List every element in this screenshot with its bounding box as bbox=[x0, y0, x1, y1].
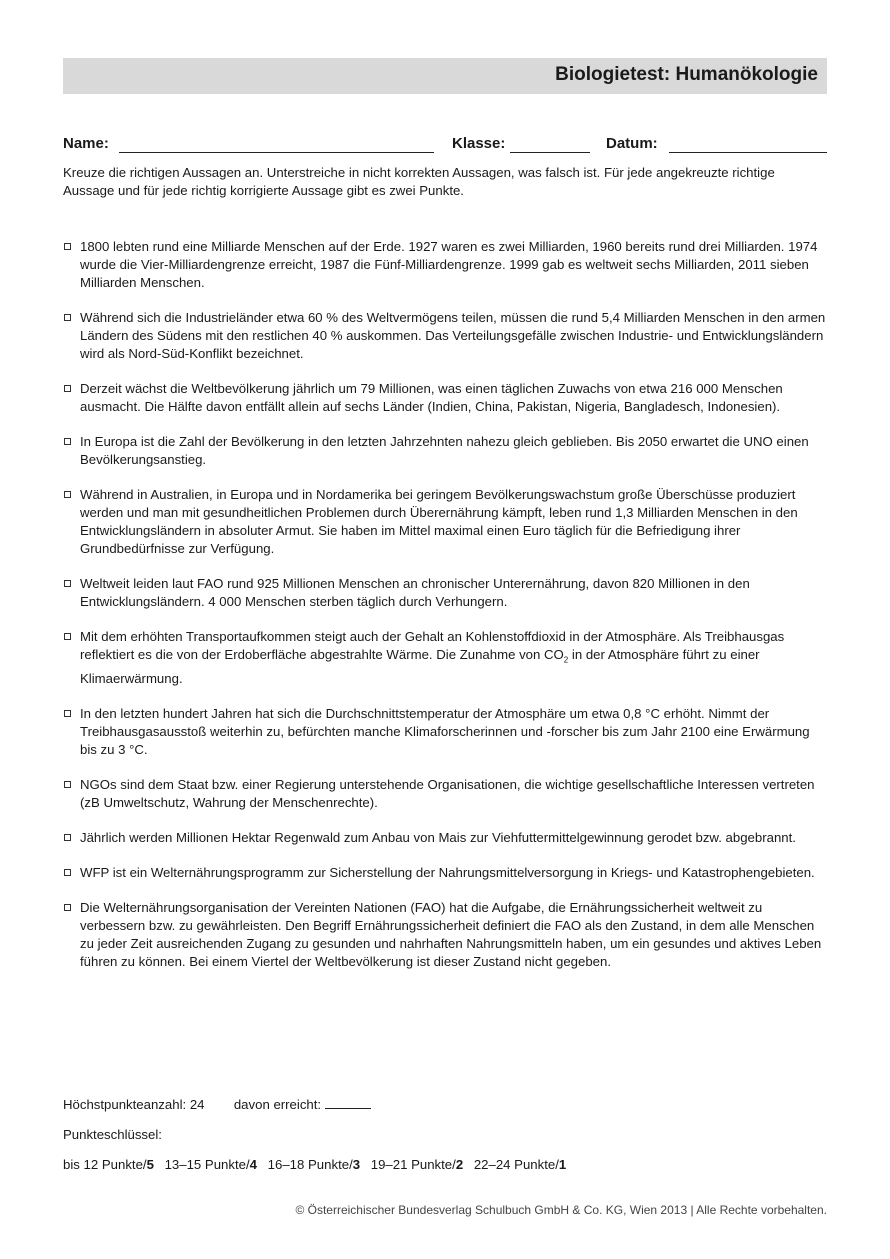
grade-range: 13–15 Punkte/ bbox=[164, 1157, 250, 1172]
grading-key bbox=[63, 1156, 573, 1174]
statement-item bbox=[63, 380, 827, 416]
max-points-label: Höchstpunkteanzahl: 24 bbox=[63, 1097, 205, 1112]
achieved-points-field[interactable] bbox=[325, 1096, 371, 1109]
statement-checkbox[interactable] bbox=[64, 385, 71, 392]
statement-checkbox[interactable] bbox=[64, 580, 71, 587]
statement-text: NGOs sind dem Staat bzw. einer Regierung unterstehende Organisationen, die wichtige gesellschaftliche Interessen vertreten (zB Umweltschutz, Wahrung der Menschenrechte). bbox=[80, 776, 815, 810]
statement-text: Weltweit leiden laut FAO rund 925 Millionen Menschen an chronischer Unterernährung, davon 820 Millionen in den Entwicklungsländern. 4 000 Menschen sterben täglich durch Verhungern. bbox=[80, 576, 750, 609]
statement-text: Jährlich werden Millionen Hektar Regenwald zum Anbau von Mais zur Viehfuttermittelgewinnung gerodet bzw. abgebrannt. bbox=[80, 829, 796, 845]
statement-item bbox=[63, 829, 827, 847]
grade-key bbox=[268, 1157, 360, 1172]
statement-checkbox[interactable] bbox=[64, 781, 71, 788]
statement-checkbox[interactable] bbox=[64, 710, 71, 717]
statement-checkbox[interactable] bbox=[64, 834, 71, 841]
grade-value: 3 bbox=[352, 1157, 361, 1172]
statement-text: WFP ist ein Welternährungsprogramm zur Sicherstellung der Nahrungsmittelversorgung in Kriegs- und Katastrophengebieten. bbox=[80, 864, 815, 880]
statement-text: 1800 lebten rund eine Milliarde Menschen auf der Erde. 1927 waren es zwei Milliarden, 1960 bereits rund drei Milliarden. 1974 wurde die Vier-Milliardengrenze erreicht, 1987 die Fünf-Milliardengrenze. 1999 gab es weltweit sechs Milliarden, 2011 sieben Milliarden Menschen. bbox=[80, 239, 818, 290]
achieved-label: davon erreicht: bbox=[233, 1097, 322, 1112]
statement-text-part: Mit dem erhöhten Transportaufkommen steigt auch der Gehalt an Kohlenstoffdioxid in der Atmosphäre. Als Treibhausgas reflektiert es die von der Erdoberfläche abgestrahlte Wärme. Die Zunahme von CO bbox=[80, 629, 785, 662]
copyright-footer: © Österreichischer Bundesverlag Schulbuch GmbH & Co. KG, Wien 2013 | Alle Rechte vorbehalten. bbox=[295, 1203, 827, 1217]
statement-item bbox=[63, 238, 827, 292]
class-label: Klasse: bbox=[452, 135, 506, 152]
grade-range: bis 12 Punkte/ bbox=[63, 1157, 147, 1172]
statement-item bbox=[63, 864, 827, 882]
grade-value: 4 bbox=[249, 1157, 257, 1172]
statement-checkbox[interactable] bbox=[64, 633, 71, 640]
statement-checkbox[interactable] bbox=[64, 438, 71, 445]
grade-key bbox=[371, 1157, 463, 1172]
name-field[interactable] bbox=[119, 152, 434, 153]
statement-checkbox[interactable] bbox=[64, 314, 71, 321]
key-label: Punkteschlüssel: bbox=[63, 1127, 162, 1142]
instructions: Kreuze die richtigen Aussagen an. Unterstreiche in nicht korrekten Aussagen, was falsch ist. Für jede angekreuzte richtige Aussage und für jede richtig korrigierte Aussage gibt es zwei Punkte. bbox=[63, 165, 775, 198]
class-field[interactable] bbox=[510, 152, 590, 153]
subscript-2: 2 bbox=[563, 655, 569, 665]
grade-key bbox=[165, 1157, 257, 1172]
statement-checkbox[interactable] bbox=[64, 243, 71, 250]
max-points-row bbox=[63, 1096, 371, 1114]
statement-text: In den letzten hundert Jahren hat sich die Durchschnittstemperatur der Atmosphäre um etwa 0,8 °C erhöht. Nimmt der Treibhausgasausstoß weiterhin zu, befürchten manche Klimaforscherinnen und -forscher bis zum Jahr 2100 eine Erwärmung bis zu 3 °C. bbox=[80, 705, 810, 757]
grade-value: 2 bbox=[455, 1157, 464, 1172]
statement-item bbox=[63, 575, 827, 611]
statement-text-part: in der Atmosphäre führt zu einer Klimaerwärmung. bbox=[80, 647, 760, 686]
statement-item bbox=[63, 628, 827, 688]
statement-text: Derzeit wächst die Weltbevölkerung jährlich um 79 Millionen, was einen täglichen Zuwachs von etwa 216 000 Menschen ausmacht. Die Hälfte davon entfällt allein auf sechs Länder (Indien, China, Pakistan, Nigeria, Bangladesch, Indonesien). bbox=[80, 381, 783, 414]
statement-item bbox=[63, 776, 827, 812]
statement-checkbox[interactable] bbox=[64, 904, 71, 911]
grade-key bbox=[474, 1157, 566, 1172]
statement-text bbox=[80, 628, 827, 688]
statement-item bbox=[63, 433, 827, 469]
statement-list bbox=[63, 238, 827, 988]
statement-item bbox=[63, 899, 827, 971]
grade-value: 1 bbox=[558, 1157, 567, 1172]
student-info-row bbox=[63, 135, 827, 157]
statement-text: Die Welternährungsorganisation der Vereinten Nationen (FAO) hat die Aufgabe, die Ernährungssicherheit weltweit zu verbessern bzw. zu gewährleisten. Den Begriff Ernährungssicherheit definiert die FAO als den Zustand, in dem alle Menschen zu jeder Zeit ausreichenden Zugang zu gesunden und nahrhaften Nahrungsmitteln haben, um ein gesundes und aktives Leben führen zu können. Bei einem Viertel der Weltbevölkerung ist dieser Zustand nicht gegeben. bbox=[80, 899, 822, 969]
grade-value: 5 bbox=[146, 1157, 154, 1172]
grade-range: 22–24 Punkte/ bbox=[473, 1157, 559, 1172]
grade-key bbox=[63, 1157, 154, 1172]
page-title: Biologietest: Humanökologie bbox=[555, 64, 818, 85]
statement-item bbox=[63, 705, 827, 759]
statement-item bbox=[63, 486, 827, 558]
header-bar bbox=[63, 58, 827, 94]
date-field[interactable] bbox=[669, 152, 827, 153]
statement-checkbox[interactable] bbox=[64, 491, 71, 498]
statement-item bbox=[63, 309, 827, 363]
statement-checkbox[interactable] bbox=[64, 869, 71, 876]
grade-range: 16–18 Punkte/ bbox=[267, 1157, 353, 1172]
statement-text: Während in Australien, in Europa und in Nordamerika bei geringem Bevölkerungswachstum große Überschüsse produziert werden und man mit gesundheitlichen Problemen durch Überernährung kämpft, leben rund 1,3 Milliarden Menschen in den Entwicklungsländern in absoluter Armut. Sie haben im Mittel maximal einen Euro täglich für die Befriedigung ihrer Grundbedürfnisse zur Verfügung. bbox=[80, 487, 798, 556]
date-label: Datum: bbox=[606, 135, 658, 152]
name-label: Name: bbox=[63, 135, 109, 152]
statement-text: Während sich die Industrieländer etwa 60 % des Weltvermögens teilen, müssen die rund 5,4 Milliarden Menschen in den armen Ländern des Südens mit den restlichen 40 % auskommen. Das Verteilungsgefälle zwischen Industrie- und Entwicklungsländern wird als Nord-Süd-Konflikt bezeichnet. bbox=[80, 310, 826, 361]
statement-text: In Europa ist die Zahl der Bevölkerung in den letzten Jahrzehnten nahezu gleich geblieben. Bis 2050 erwartet die UNO einen Bevölkerungsanstieg. bbox=[80, 434, 809, 467]
grade-range: 19–21 Punkte/ bbox=[370, 1157, 456, 1172]
